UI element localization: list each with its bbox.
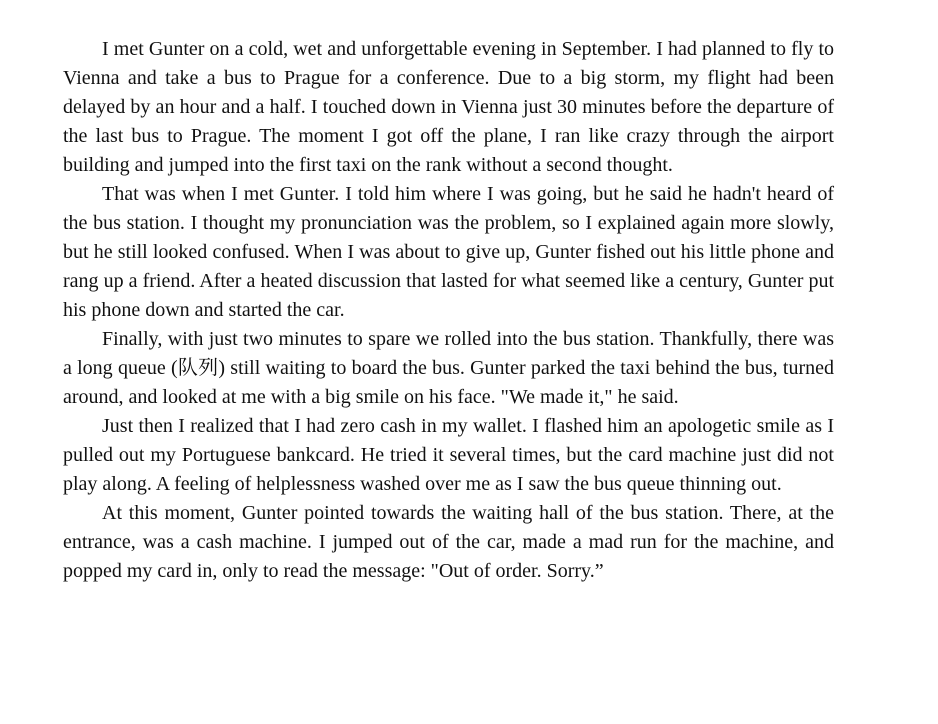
paragraph-2: That was when I met Gunter. I told him where I was going, but he said he hadn't heard of the bus station. I thought my pronunciation was the problem, so I explained again more slowly, but he still looked confused. When I was about to give up, Gunter fished out his little phone and rang up a friend. After a heated discussion that lasted for what seemed like a century, Gunter put his phone down and started the car. (63, 183, 834, 321)
paragraph-3: Finally, with just two minutes to spare we rolled into the bus station. Thankfully, there was a long queue (队列) still waiting to board the bus. Gunter parked the taxi behind the bus, turned around, and looked at me with a big smile on his face. "We made it," he said. (63, 328, 834, 408)
paragraph-1: I met Gunter on a cold, wet and unforgettable evening in September. I had planned to fly to Vienna and take a bus to Prague for a conference. Due to a big storm, my flight had been delayed by an hour and a half. I touched down in Vienna just 30 minutes before the departure of the last bus to Prague. The moment I got off the plane, I ran like crazy through the airport building and jumped into the first taxi on the rank without a second thought. (63, 38, 834, 176)
story-text (63, 35, 834, 586)
paragraph-5: At this moment, Gunter pointed towards the waiting hall of the bus station. There, at the entrance, was a cash machine. I jumped out of the car, made a mad run for the machine, and popped my card in, only to read the message: "Out of order. Sorry.” (63, 502, 834, 582)
paragraph-4: Just then I realized that I had zero cash in my wallet. I flashed him an apologetic smile as I pulled out my Portuguese bankcard. He tried it several times, but the card machine just did not play along. A feeling of helplessness washed over me as I saw the bus queue thinning out. (63, 415, 834, 495)
